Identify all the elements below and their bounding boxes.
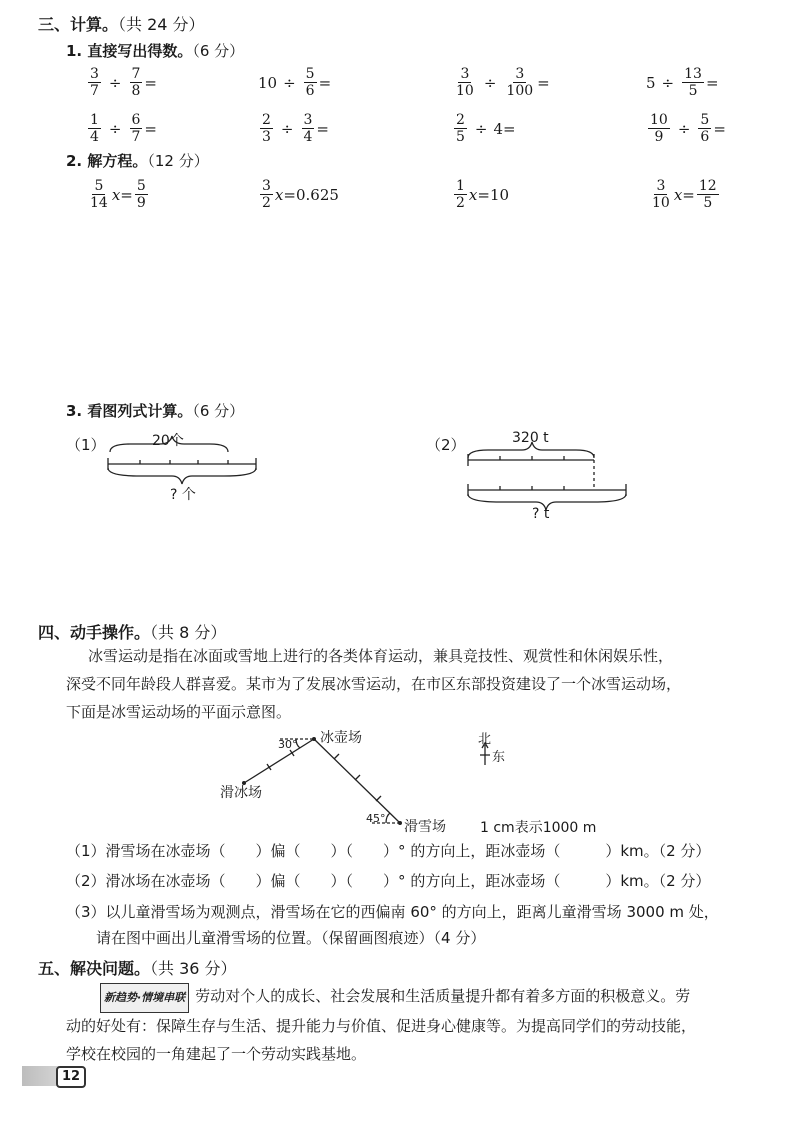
coefficient-fraction — [454, 178, 467, 211]
rhs-fraction-numerator: 12 — [698, 178, 717, 194]
divisor-fraction-numerator: 6 — [131, 112, 141, 128]
q1-heading — [66, 40, 244, 61]
divisor-fraction — [130, 112, 143, 145]
coefficient-fraction-denominator: 2 — [262, 195, 271, 211]
divisor-fraction — [302, 112, 315, 145]
q2-equation — [258, 178, 339, 211]
divisor-fraction-denominator: 7 — [131, 129, 141, 145]
divisor-fraction — [304, 66, 317, 99]
rhs-fraction-denominator: 9 — [136, 195, 146, 211]
fig2-bottom-text: ? t — [532, 506, 550, 522]
coefficient-fraction-denominator: 2 — [456, 195, 465, 211]
fig1-bottom-text: ? 个 — [170, 487, 196, 503]
rhs-value: 0.625 — [295, 185, 339, 204]
dividend-fraction-denominator: 3 — [262, 129, 271, 145]
q1-title: 1. 直接写出得数。 — [66, 42, 193, 60]
dividend-fraction-denominator: 4 — [90, 129, 99, 145]
dividend-fraction — [454, 66, 476, 99]
coefficient-fraction — [260, 178, 273, 211]
section4-line1: 冰雪运动是指在冰面或雪地上进行的各类体育运动，兼具竞技性、观赏性和休闲娱乐性， — [88, 647, 674, 665]
skiing-point — [398, 821, 402, 825]
route-curling-to-skiing — [314, 739, 400, 823]
section5-line1-text: 劳动对个人的成长、社会发展和生活质量提升都有着多方面的积极意义。劳 — [195, 987, 691, 1005]
coefficient-fraction-denominator: 14 — [90, 195, 108, 211]
q1-points: （6 分） — [192, 42, 245, 60]
divisor-fraction-denominator: 6 — [700, 129, 710, 145]
dividend-fraction — [260, 112, 273, 145]
section3-heading — [38, 12, 205, 35]
q1-expression — [646, 112, 726, 145]
fig2-top-text: 320 t — [512, 430, 549, 446]
divisor-fraction-numerator: 13 — [684, 66, 702, 82]
q2-points: （12 分） — [147, 152, 209, 170]
label-skiing: 滑雪场 — [404, 819, 446, 835]
dividend-fraction-numerator: 1 — [90, 112, 99, 128]
fig2-label: （2） — [426, 436, 466, 454]
dividend-fraction — [88, 66, 101, 99]
equals-sign: = — [316, 119, 329, 138]
section5-line3: 学校在校园的一角建起了一个劳动实践基地。 — [66, 1045, 367, 1063]
equals-sign: = — [144, 119, 157, 138]
dividend-fraction-numerator: 2 — [456, 112, 465, 128]
q1-expression — [646, 66, 719, 99]
section4-heading — [38, 620, 226, 643]
q1-expression — [86, 112, 157, 145]
figure2-diagram — [460, 428, 640, 518]
coefficient-fraction — [88, 178, 110, 211]
section3-points: （共 24 分） — [118, 15, 205, 34]
q1-expression — [258, 112, 329, 145]
divisor-fraction-numerator: 5 — [305, 66, 315, 82]
section4-line2: 深受不同年龄段人群喜爱。某市为了发展冰雪运动，在市区东部投资建设了一个冰雪运动场， — [66, 675, 682, 693]
divisor-fraction — [682, 66, 704, 99]
dividend-number: 5 — [646, 73, 656, 92]
section4-q3-line1: （3）以儿童滑雪场为观测点，滑雪场在它的西偏南 60° 的方向上，距离儿童滑雪场 3000 m 处， — [66, 903, 719, 921]
dividend-fraction-numerator: 3 — [90, 66, 99, 82]
section5-line2: 动的好处有：保障生存与生活、提升能力与价值、促进身心健康等。为提高同学们的劳动技能， — [66, 1017, 697, 1035]
page-number: 12 — [56, 1066, 86, 1088]
dividend-fraction-denominator: 7 — [90, 83, 99, 99]
coefficient-fraction-numerator: 1 — [456, 178, 465, 194]
divisor-fraction-denominator: 5 — [688, 83, 698, 99]
equals-sign: = — [705, 73, 719, 92]
dividend-number: 10 — [258, 73, 278, 92]
equals-sign: 4= — [493, 119, 516, 138]
division-sign: ÷ — [280, 119, 294, 138]
divisor-fraction — [698, 112, 711, 145]
divisor-fraction-denominator: 4 — [303, 129, 313, 145]
fig1-top-text: 20个 — [152, 433, 184, 449]
coefficient-fraction — [650, 178, 672, 211]
division-sign: ÷ — [283, 73, 296, 92]
dividend-fraction — [454, 112, 467, 145]
equals-sign: = — [144, 73, 157, 92]
q3-heading — [66, 400, 244, 421]
section5-points: （共 36 分） — [150, 959, 237, 978]
label-east: 东 — [492, 750, 506, 765]
variable-x: x — [274, 185, 284, 204]
dividend-fraction-numerator: 10 — [650, 112, 668, 128]
equals-sign: = — [283, 185, 296, 204]
label-north: 北 — [478, 732, 492, 747]
dividend-fraction-numerator: 2 — [262, 112, 271, 128]
q2-equation — [648, 178, 721, 211]
section4-line3: 下面是冰雪运动场的平面示意图。 — [66, 703, 292, 721]
trend-tag: 新趋势·情境串联 — [100, 983, 189, 1013]
rhs-value: 10 — [489, 185, 510, 204]
label-angle-30: 30° — [278, 738, 298, 751]
dividend-fraction-denominator: 5 — [456, 129, 465, 145]
q3-title: 3. 看图列式计算。 — [66, 402, 193, 420]
dividend-fraction-denominator: 10 — [456, 83, 474, 99]
rhs-fraction — [697, 178, 719, 211]
equals-sign: = — [120, 185, 133, 204]
divisor-fraction-numerator: 5 — [700, 112, 710, 128]
division-sign: ÷ — [483, 73, 497, 92]
division-sign: ÷ — [108, 119, 122, 138]
division-sign: ÷ — [474, 119, 488, 138]
coefficient-fraction-denominator: 10 — [652, 195, 670, 211]
section3-title: 三、计算。 — [38, 15, 119, 34]
section5-heading — [38, 956, 237, 979]
equals-sign: = — [682, 185, 695, 204]
equals-sign: = — [318, 73, 332, 92]
label-skating: 滑冰场 — [220, 785, 262, 801]
divisor-fraction-denominator: 6 — [305, 83, 315, 99]
divisor-fraction-denominator: 100 — [506, 83, 534, 99]
divisor-fraction — [130, 66, 143, 99]
dividend-fraction-numerator: 3 — [460, 66, 470, 82]
dividend-fraction-denominator: 9 — [654, 129, 664, 145]
coefficient-fraction-numerator: 3 — [262, 178, 271, 194]
division-sign: ÷ — [108, 73, 122, 92]
divisor-fraction-numerator: 7 — [131, 66, 141, 82]
section4-points: （共 8 分） — [150, 623, 227, 642]
dividend-fraction — [648, 112, 670, 145]
q1-expression — [452, 112, 516, 145]
coefficient-fraction-numerator: 3 — [656, 178, 666, 194]
section4-q3-line2: 请在图中画出儿童滑雪场的位置。（保留画图痕迹）（4 分） — [66, 929, 486, 947]
q1-expression — [86, 66, 157, 99]
divisor-fraction-numerator: 3 — [303, 112, 313, 128]
fig1-bottom-brace — [108, 468, 256, 484]
section4-q1: （1）滑雪场在冰壶场（ ）偏（ ）（ ）° 的方向上，距冰壶场（ ）km。（2 分） — [66, 842, 711, 860]
section5-line1 — [100, 982, 690, 1013]
divisor-fraction — [504, 66, 535, 99]
rhs-fraction-denominator: 5 — [703, 195, 713, 211]
section4-q2: （2）滑冰场在冰壶场（ ）偏（ ）（ ）° 的方向上，距冰壶场（ ）km。（2 分） — [66, 872, 711, 890]
q1-expression — [452, 66, 550, 99]
variable-x: x — [468, 185, 478, 204]
equals-sign: = — [713, 119, 726, 138]
section5-title: 五、解决问题。 — [38, 959, 151, 978]
division-sign: ÷ — [661, 73, 675, 92]
label-angle-45: 45° — [366, 812, 386, 825]
q3-points: （6 分） — [192, 402, 245, 420]
q2-equation — [86, 178, 150, 211]
q2-equation — [452, 178, 509, 211]
equals-sign: = — [537, 73, 550, 92]
q1-expression — [258, 66, 331, 99]
variable-x: x — [111, 185, 121, 204]
q2-title: 2. 解方程。 — [66, 152, 148, 170]
equals-sign: = — [477, 185, 490, 204]
curling-point — [312, 737, 316, 741]
rhs-fraction-numerator: 5 — [136, 178, 146, 194]
divisor-fraction-denominator: 8 — [131, 83, 141, 99]
coefficient-fraction-numerator: 5 — [94, 178, 104, 194]
rhs-fraction — [135, 178, 148, 211]
dividend-fraction — [88, 112, 101, 145]
fig1-label: （1） — [66, 436, 106, 454]
divisor-fraction-numerator: 3 — [515, 66, 525, 82]
variable-x: x — [673, 185, 683, 204]
division-sign: ÷ — [677, 119, 691, 138]
map-scale: 1 cm表示1000 m — [480, 820, 597, 836]
q2-heading — [66, 150, 209, 171]
section4-title: 四、动手操作。 — [38, 623, 151, 642]
label-curling: 冰壶场 — [320, 730, 362, 746]
